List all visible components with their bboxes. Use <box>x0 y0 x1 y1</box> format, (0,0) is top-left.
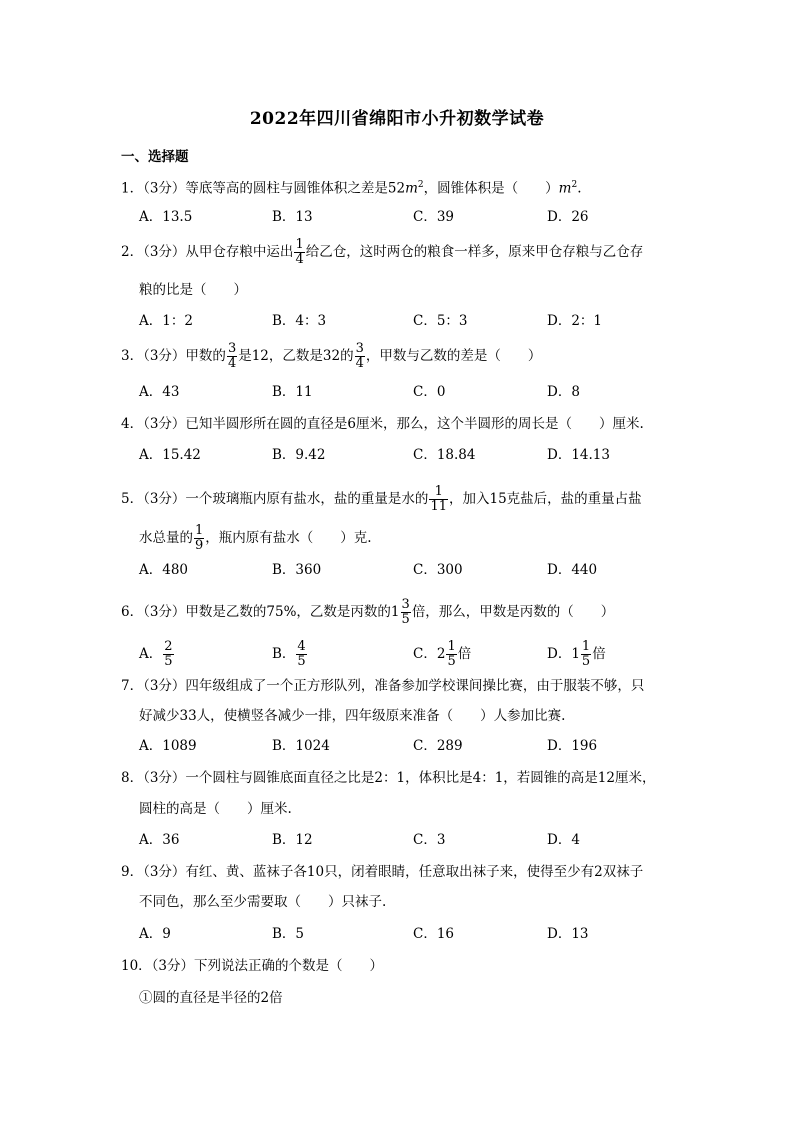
q5-option-d[interactable]: D．440 <box>547 562 598 578</box>
q2-option-d[interactable]: D．2：1 <box>547 313 603 329</box>
q4-option-b[interactable]: B．9.42 <box>272 447 326 463</box>
q5-text-c: 水总量的 <box>139 530 193 546</box>
q6-text-b: 倍，那么，甲数是丙数的（ ） <box>411 604 615 620</box>
question-6 <box>121 598 614 627</box>
q5-fraction-b: $\frac{1}{9}$ <box>195 523 204 553</box>
q7-option-c[interactable]: C．289 <box>413 738 463 754</box>
q1-unit-b: m <box>558 180 572 197</box>
q1-option-a[interactable]: A．13.5 <box>139 209 193 225</box>
question-3 <box>121 342 541 371</box>
q6-fraction: $\frac{3}{5}$ <box>401 597 410 627</box>
question-5 <box>121 485 642 514</box>
q4-option-c[interactable]: C．18.84 <box>413 447 476 463</box>
question-8-line2: 圆柱的高是（ ）厘米. <box>139 801 292 817</box>
question-10-item-1: ①圆的直径是半径的2倍 <box>139 990 283 1006</box>
q2-text-a: 2．（3分）从甲仓存粮中运出 <box>121 244 294 260</box>
q7-option-d[interactable]: D．196 <box>547 738 598 754</box>
q3-option-d[interactable]: D．8 <box>547 384 580 400</box>
question-7: 7．（3分）四年级组成了一个正方形队列，准备参加学校课间操比赛，由于服装不够，只 <box>121 678 645 694</box>
question-9-line2: 不同色，那么至少需要取（ ）只袜子. <box>139 894 387 910</box>
q5-fraction-a: $\frac{1}{11}$ <box>430 484 447 514</box>
q1-option-c[interactable]: C．39 <box>413 209 455 225</box>
question-1 <box>121 177 582 197</box>
question-8: 8．（3分）一个圆柱与圆锥底面直径之比是2：1，体积比是4：1，若圆锥的高是12厘米， <box>121 770 656 786</box>
q8-option-d[interactable]: D．4 <box>547 832 580 848</box>
q9-option-c[interactable]: C．16 <box>413 926 455 942</box>
question-5-line2 <box>139 524 372 553</box>
q5-option-c[interactable]: C．300 <box>413 562 463 578</box>
q8-option-b[interactable]: B．12 <box>272 832 313 848</box>
q6-option-c[interactable]: C．2 $\frac{1}{5}$ 倍 <box>413 639 472 669</box>
q2-option-a[interactable]: A．1：2 <box>139 313 193 329</box>
q2-option-c[interactable]: C．5：3 <box>413 313 468 329</box>
q1-sup-a: 2 <box>417 180 424 190</box>
page-title: 2022年四川省绵阳市小升初数学试卷 <box>249 109 545 129</box>
question-2 <box>121 238 643 267</box>
q9-option-a[interactable]: A．9 <box>139 926 171 942</box>
question-7-line2: 好减少33人，使横竖各减少一排，四年级原来准备（ ）人参加比赛. <box>139 708 566 724</box>
q9-option-d[interactable]: D．13 <box>547 926 589 942</box>
q9-option-b[interactable]: B．5 <box>272 926 305 942</box>
q3-option-c[interactable]: C．0 <box>413 384 446 400</box>
q5-option-a[interactable]: A．480 <box>139 562 189 578</box>
q6-text-a: 6．（3分）甲数是乙数的75%，乙数是丙数的1 <box>121 604 400 620</box>
q1-option-b[interactable]: B．13 <box>272 209 313 225</box>
question-4: 4．（3分）已知半圆形所在圆的直径是6厘米，那么，这个半圆形的周长是（ ）厘米. <box>121 416 644 432</box>
q1-text-a: 1．（3分）等底等高的圆柱与圆锥体积之差是52 <box>121 180 406 197</box>
q6-option-b[interactable]: B． $\frac{4}{5}$ <box>272 639 306 669</box>
q3-text-c: ，甲数与乙数的差是（ ） <box>365 348 542 364</box>
q2-fraction: $\frac{1}{4}$ <box>295 237 304 267</box>
q3-option-a[interactable]: A．43 <box>139 384 180 400</box>
q4-option-d[interactable]: D．14.13 <box>547 447 610 463</box>
q3-option-b[interactable]: B．11 <box>272 384 313 400</box>
q1-option-d[interactable]: D．26 <box>547 209 589 225</box>
q8-option-a[interactable]: A．36 <box>139 832 180 848</box>
q1-text-b: ，圆锥体积是（ ） <box>423 180 559 197</box>
q6-option-d[interactable]: D．1 $\frac{1}{5}$ 倍 <box>547 639 606 669</box>
q3-fraction-b: $\frac{3}{4}$ <box>355 341 364 371</box>
q1-text-c: . <box>577 180 582 197</box>
q5-option-b[interactable]: B．360 <box>272 562 322 578</box>
q2-option-b[interactable]: B．4：3 <box>272 313 327 329</box>
question-10: 10．（3分）下列说法正确的个数是（ ） <box>121 958 384 974</box>
q5-text-a: 5．（3分）一个玻璃瓶内原有盐水，盐的重量是水的 <box>121 491 429 507</box>
q7-option-a[interactable]: A．1089 <box>139 738 197 754</box>
section-heading: 一、选择题 <box>121 149 189 165</box>
q8-option-c[interactable]: C．3 <box>413 832 446 848</box>
q3-fraction-a: $\frac{3}{4}$ <box>227 341 237 371</box>
q1-unit-a: m <box>405 180 418 197</box>
q7-option-b[interactable]: B．1024 <box>272 738 330 754</box>
q6-option-a[interactable]: A． $\frac{2}{5}$ <box>139 639 173 669</box>
question-2-line2: 粮的比是（ ） <box>139 282 247 298</box>
q5-text-d: ，瓶内原有盐水（ ）克. <box>205 530 372 546</box>
question-9: 9．（3分）有红、黄、蓝袜子各10只，闭着眼睛，任意取出袜子来，使得至少有2双袜子 <box>121 864 644 880</box>
q4-option-a[interactable]: A．15.42 <box>139 447 201 463</box>
q3-text-b: 是12，乙数是32的 <box>238 348 354 364</box>
q1-sup-b: 2 <box>571 180 578 190</box>
q2-text-b: 给乙仓，这时两仓的粮食一样多，原来甲仓存粮与乙仓存 <box>305 244 644 260</box>
q3-text-a: 3．（3分）甲数的 <box>121 348 226 364</box>
q5-text-b: ，加入15克盐后，盐的重量占盐 <box>448 491 642 507</box>
